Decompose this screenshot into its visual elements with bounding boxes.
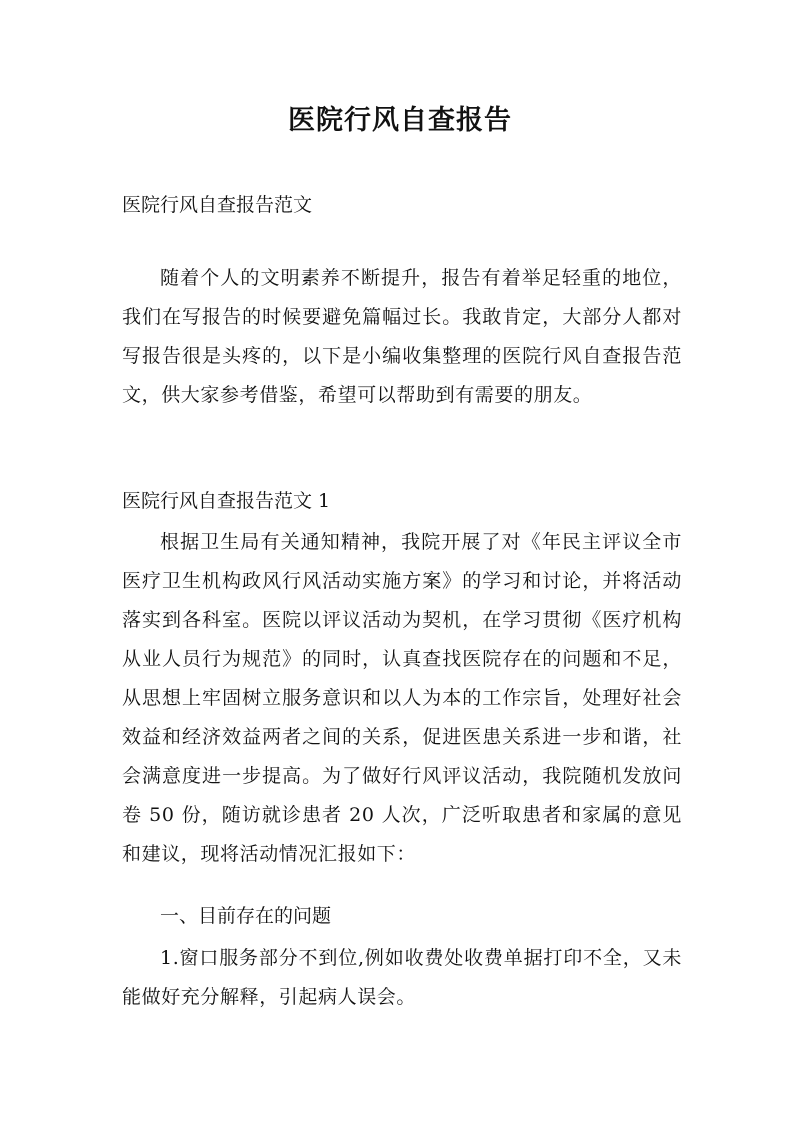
section-body-paragraph: 根据卫生局有关通知精神，我院开展了对《年民主评议全市医疗卫生机构政风行风活动实施方案》的学习和讨论，并将活动落实到各科室。医院以评议活动为契机，在学习贯彻《医疗机构从业人员行为规范》的同时，认真查找医院存在的问题和不足，从思想上牢固树立服务意识和以人为本的工作宗旨，处理好社会效益和经济效益两者之间的关系，促进医患关系进一步和谐，社会满意度进一步提高。为了做好行风评议活动，我院随机发放问卷 50 份，随访就诊患者 20 人次，广泛听取患者和家属的意见和建议，现将活动情况汇报如下：: [122, 531, 682, 865]
document-title: 医院行风自查报告: [288, 105, 512, 136]
section-heading: 医院行风自查报告范文 1: [122, 490, 331, 512]
intro-paragraph: 随着个人的文明素养不断提升，报告有着举足轻重的地位，我们在写报告的时候要避免篇幅过长。我敢肯定，大部分人都对写报告很是头疼的，以下是小编收集整理的医院行风自查报告范文，供大家参考借鉴，希望可以帮助到有需要的朋友。: [122, 267, 682, 406]
problem-item-1: 1.窗口服务部分不到位,例如收费处收费单据打印不全，又未能做好充分解释，引起病人误会。: [122, 947, 682, 1008]
document-subtitle: 医院行风自查报告范文: [122, 194, 313, 216]
problems-heading: 一、目前存在的问题: [160, 905, 332, 927]
